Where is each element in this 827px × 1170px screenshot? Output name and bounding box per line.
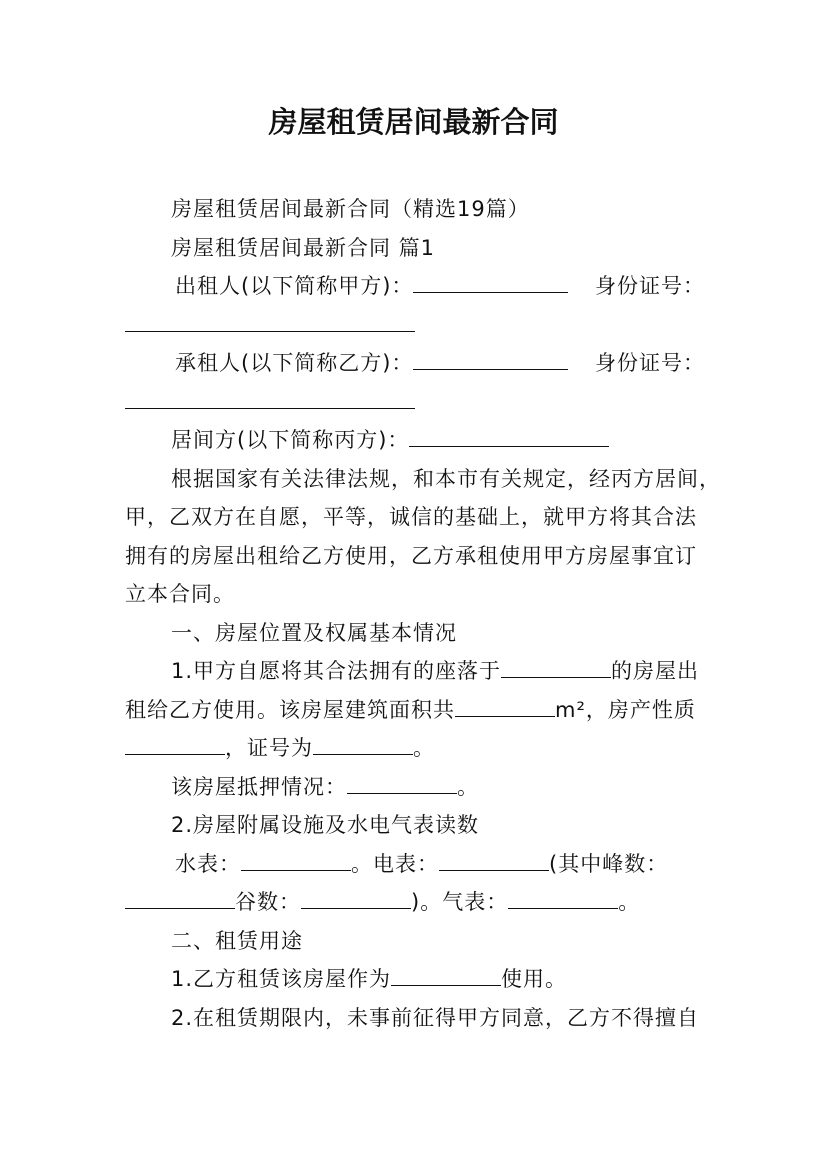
property-type-blank [125, 730, 225, 755]
clause1-1-line3 [125, 729, 705, 768]
clause1-1-text-a: 1.甲方自愿将其合法拥有的座落于 [171, 659, 502, 683]
usage-blank [391, 961, 501, 986]
clause1-1-text-b: 的房屋出 [611, 659, 700, 683]
landlord-label: 出租人(以下简称甲方)： [175, 274, 414, 298]
intro-line-2: 甲，乙双方在自愿，平等，诚信的基础上，就甲方将其合法 [125, 505, 697, 529]
intro-line-3: 拥有的房屋出租给乙方使用，乙方承租使用甲方房屋事宜订 [125, 543, 697, 568]
tenant-line [125, 344, 705, 383]
landlord-id-label: 身份证号： [595, 274, 705, 298]
clause1-2: 2.房屋附属设施及水电气表读数 [171, 813, 480, 837]
tenant-blank [413, 345, 568, 370]
clause2-1-text-a: 1.乙方租赁该房屋作为 [171, 967, 392, 991]
valley-blank [301, 884, 411, 909]
area-blank [455, 692, 555, 717]
tenant-id-blank [125, 384, 415, 409]
electric-label: 。电表： [351, 851, 439, 876]
water-label: 水表： [175, 851, 241, 876]
certificate-end: 。 [413, 736, 435, 760]
certificate-label: ，证号为 [225, 736, 313, 760]
tenant-id-label: 身份证号： [595, 351, 705, 375]
clause2-2: 2.在租赁期限内，未事前征得甲方同意，乙方不得擅自 [171, 1005, 700, 1030]
mortgage-label: 该房屋抵押情况： [171, 774, 347, 799]
water-blank [241, 846, 351, 871]
clause1-1-text-c: 租给乙方使用。该房屋建筑面积共 [125, 697, 455, 722]
gas-label: )。气表： [411, 890, 509, 914]
landlord-id-line [125, 306, 705, 345]
subtitle: 房屋租赁居间最新合同（精选19篇） [171, 197, 530, 221]
gas-blank [508, 884, 618, 909]
electric-blank [439, 846, 549, 871]
landlord-line [125, 267, 705, 306]
certificate-blank [313, 730, 413, 755]
meter-line-2 [125, 883, 705, 922]
clause2-1-text-b: 使用。 [501, 967, 568, 991]
tenant-label: 承租人(以下简称乙方)： [175, 351, 414, 375]
peak-label: (其中峰数： [549, 851, 669, 876]
landlord-id-blank [125, 307, 415, 332]
intro-line-1: 根据国家有关法律法规，和本市有关规定，经丙方居间， [171, 466, 721, 491]
mortgage-end: 。 [457, 774, 479, 799]
peak-blank [125, 884, 235, 909]
mortgage-blank [347, 769, 457, 794]
agent-line [125, 421, 705, 460]
tenant-field [175, 344, 568, 383]
location-blank [501, 653, 611, 678]
valley-label: 谷数： [235, 890, 301, 914]
clause1-1-line2 [125, 691, 705, 730]
clause2-heading: 二、租赁用途 [171, 928, 303, 953]
document-body [125, 190, 721, 1037]
mortgage-line [125, 768, 705, 807]
meter-line-1 [125, 845, 705, 884]
section-heading: 房屋租赁居间最新合同 篇1 [171, 235, 436, 260]
agent-blank [409, 422, 609, 447]
area-unit: m²，房产性质 [555, 697, 696, 722]
tenant-id-line [125, 383, 705, 422]
landlord-blank [413, 268, 568, 293]
clause1-1-line1 [125, 652, 705, 691]
landlord-field [175, 267, 568, 306]
gas-end: 。 [618, 890, 641, 914]
agent-label: 居间方(以下简称丙方)： [171, 428, 410, 452]
intro-line-4: 立本合同。 [125, 582, 235, 606]
clause1-heading: 一、房屋位置及权属基本情况 [171, 620, 457, 645]
document-title: 房屋租赁居间最新合同 [268, 105, 559, 139]
clause2-1 [125, 960, 705, 999]
